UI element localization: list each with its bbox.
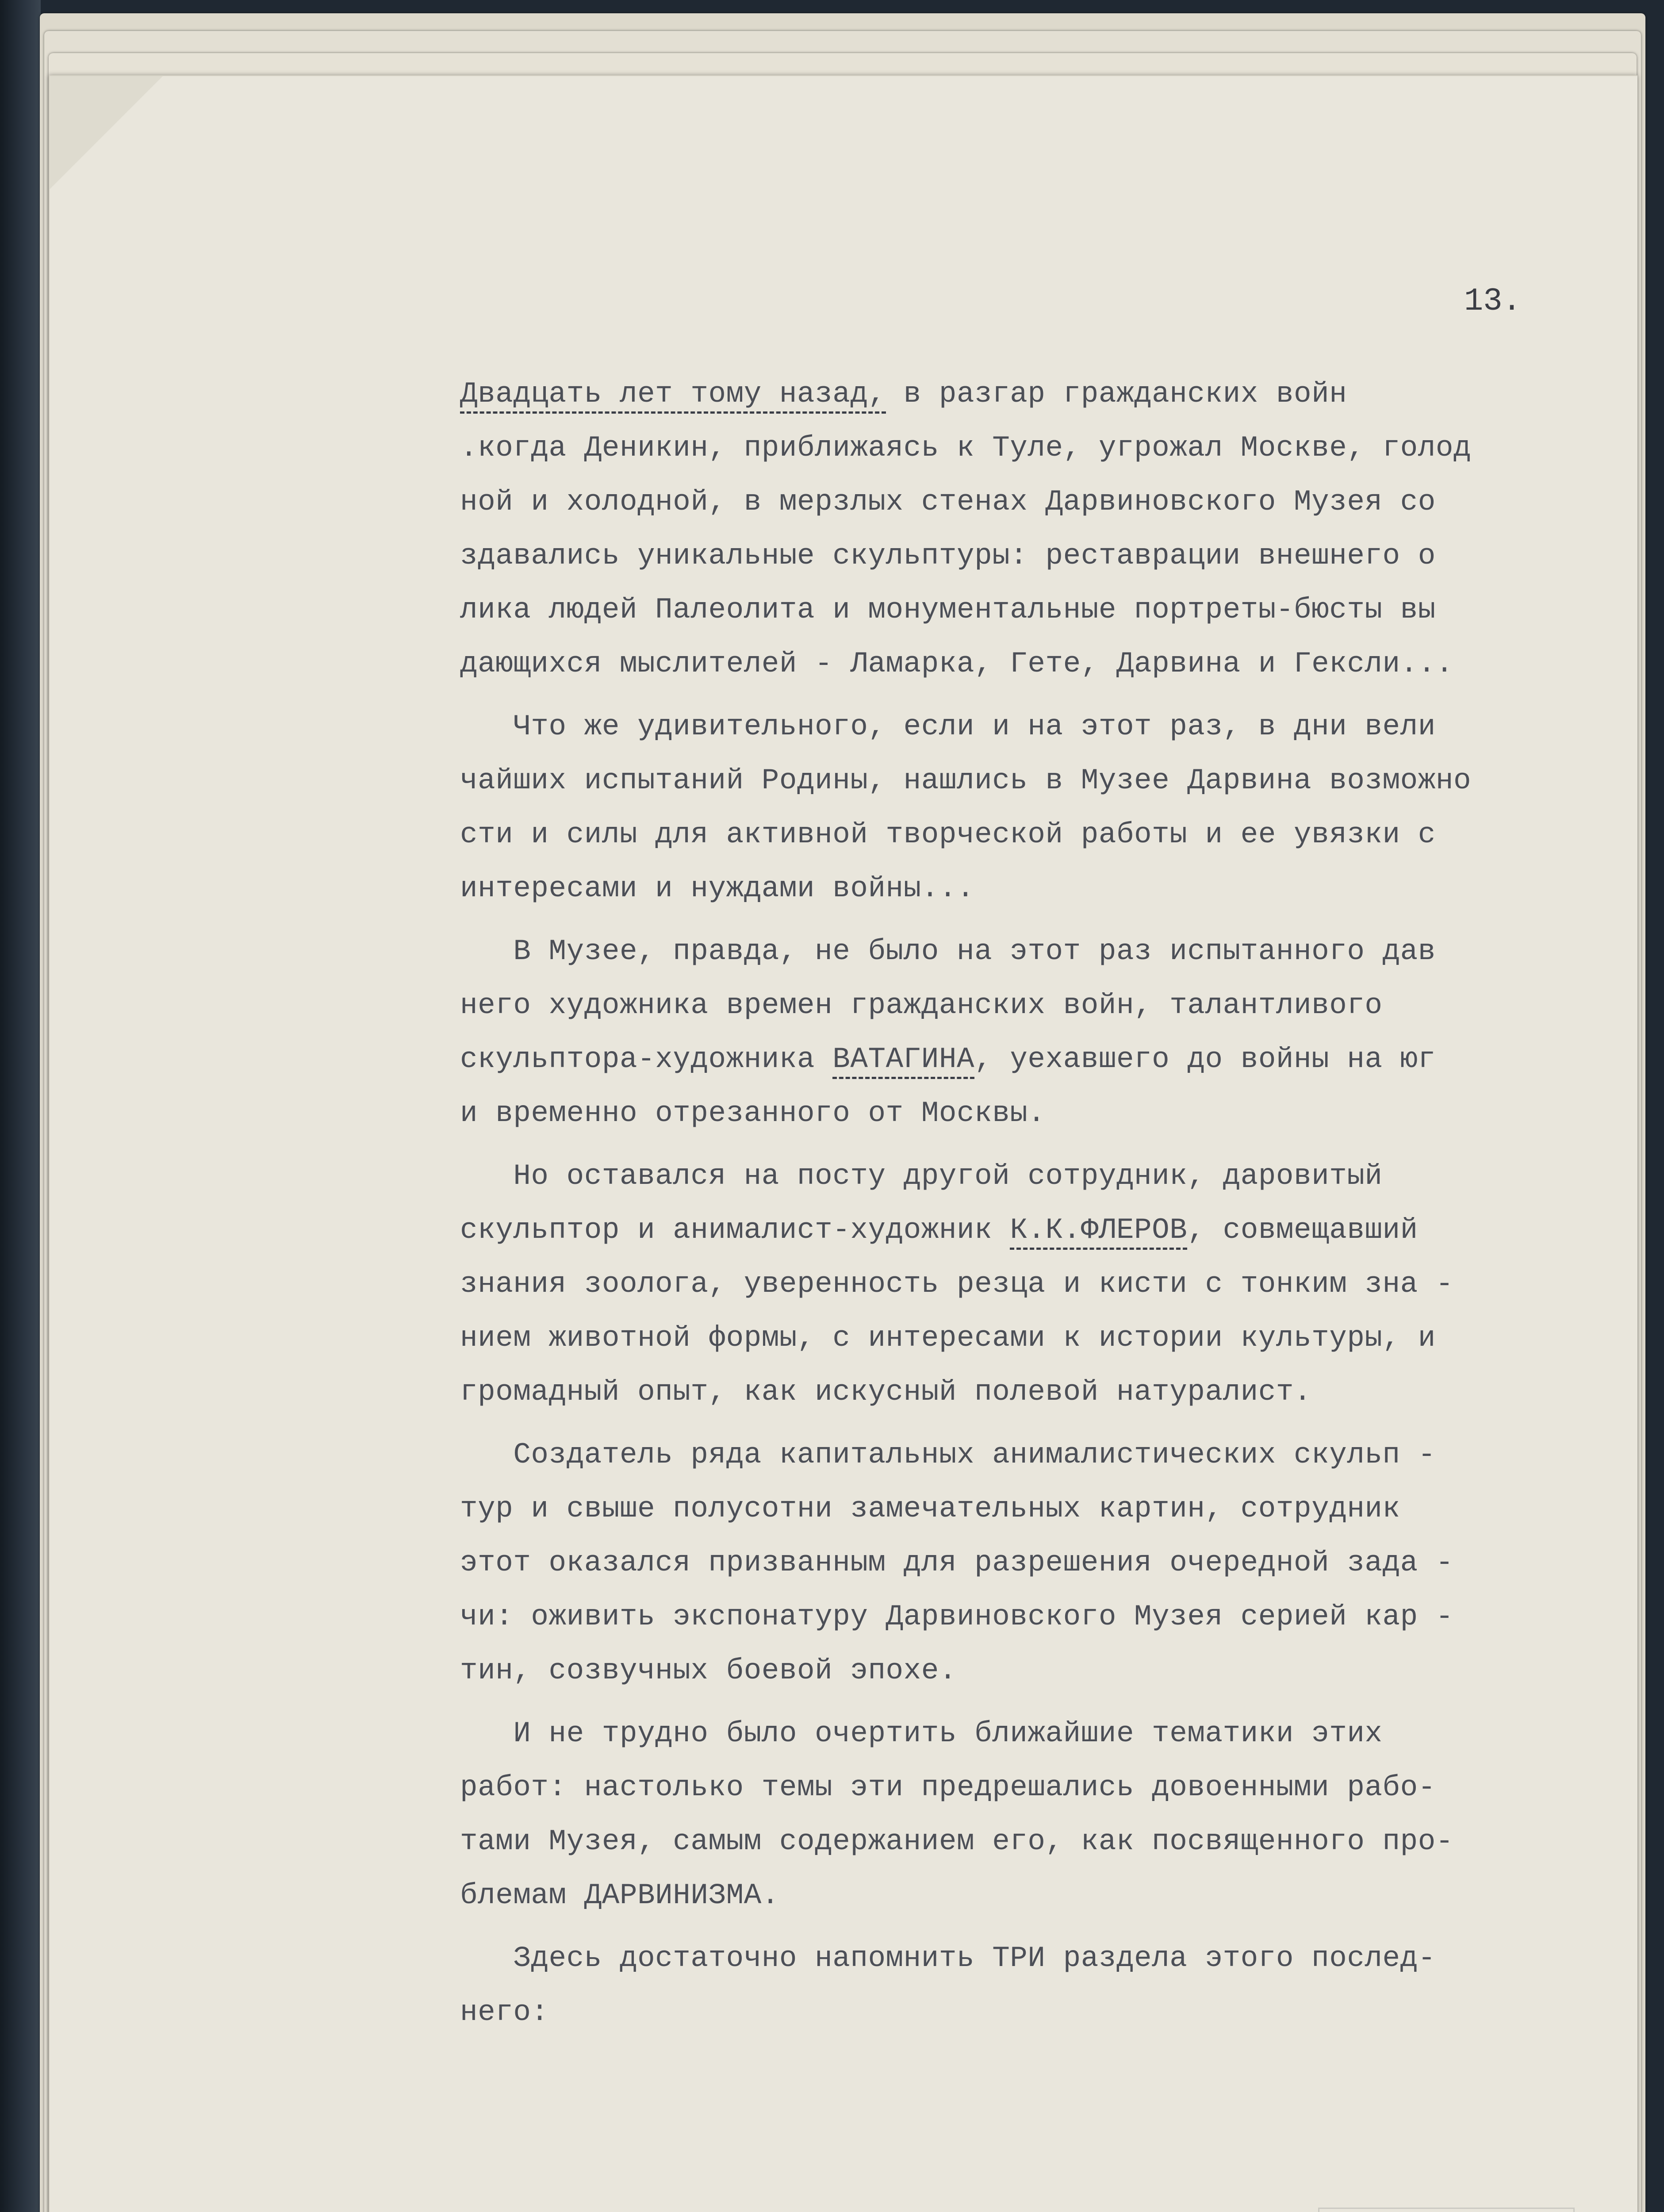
folder-binding <box>0 0 41 2212</box>
text-segment: И не трудно было очертить ближайшие тематики этих <box>460 1717 1383 1750</box>
paragraph <box>460 1428 1575 1698</box>
text-segment: здавались уникальные скульптуры: реставрации внешнего о <box>460 539 1436 572</box>
text-line <box>460 1869 1575 1923</box>
text-segment: Что же удивительного, если и на этот раз, в дни вели <box>460 710 1436 743</box>
text-segment: этот оказался призванным для разрешения очередной зада - <box>460 1546 1453 1579</box>
text-line <box>460 808 1575 862</box>
text-line <box>460 1761 1575 1815</box>
text-segment: , уехавшего до войны на юг <box>974 1043 1436 1076</box>
paragraph <box>460 925 1575 1141</box>
text-line <box>460 1815 1575 1869</box>
text-line <box>460 1482 1575 1536</box>
text-line <box>460 1536 1575 1590</box>
text-line <box>460 1203 1575 1257</box>
text-segment: и временно отрезанного от Москвы. <box>460 1097 1046 1130</box>
paragraph <box>460 1707 1575 1923</box>
text-line <box>460 637 1575 691</box>
body-text <box>460 367 1575 2048</box>
text-segment: тами Музея, самым содержанием его, как посвященного про- <box>460 1825 1453 1858</box>
text-segment: чи: оживить экспонатуру Дарвиновского Музея серией кар - <box>460 1600 1453 1633</box>
text-segment: В Музее, правда, не было на этот раз испытанного дав <box>460 935 1436 968</box>
text-segment: него: <box>460 1996 549 2029</box>
text-line <box>460 421 1575 475</box>
text-line <box>460 1428 1575 1482</box>
text-segment: интересами и нуждами войны... <box>460 872 975 905</box>
paragraph <box>460 700 1575 916</box>
text-segment: нием животной формы, с интересами к истории культуры, и <box>460 1321 1436 1355</box>
text-line <box>460 862 1575 916</box>
text-segment: чайших испытаний Родины, нашлись в Музее Дарвина возможно <box>460 764 1472 797</box>
paragraph <box>460 367 1575 691</box>
text-segment: ной и холодной, в мерзлых стенах Дарвиновского Музея со <box>460 485 1436 518</box>
text-segment: Но оставался на посту другой сотрудник, даровитый <box>460 1160 1383 1193</box>
text-line <box>460 1311 1575 1365</box>
underlined-phrase: ВАТАГИНА <box>832 1043 974 1079</box>
text-line <box>460 475 1575 529</box>
text-line <box>460 754 1575 808</box>
page-number: 13. <box>1464 283 1522 319</box>
text-line <box>460 1365 1575 1419</box>
text-line <box>460 1644 1575 1698</box>
text-segment: лика людей Палеолита и монументальные портреты-бюсты вы <box>460 593 1436 626</box>
text-segment: тин, созвучных боевой эпохе. <box>460 1654 957 1687</box>
underlined-phrase: К.К.ФЛЕРОВ <box>1010 1214 1187 1250</box>
text-line <box>460 583 1575 637</box>
paragraph-gap <box>460 2039 1575 2048</box>
text-segment: скульптора-художника <box>460 1043 833 1076</box>
underlined-phrase: Двадцать лет тому назад, <box>460 377 886 414</box>
archive-stamp <box>1318 2208 1575 2212</box>
text-line <box>460 1087 1575 1141</box>
text-segment: дающихся мыслителей - Ламарка, Гете, Дарвина и Гексли... <box>460 647 1453 680</box>
text-line <box>460 925 1575 979</box>
text-segment: сти и силы для активной творческой работы и ее увязки с <box>460 818 1436 851</box>
text-segment: знания зоолога, уверенность резца и кисти с тонким зна - <box>460 1267 1453 1301</box>
paragraph-gap <box>460 691 1575 700</box>
text-line <box>460 367 1575 421</box>
paragraph-gap <box>460 916 1575 925</box>
text-segment: , совмещавший <box>1187 1214 1418 1247</box>
text-line <box>460 1590 1575 1644</box>
paragraph-gap <box>460 1698 1575 1707</box>
text-line <box>460 1985 1575 2039</box>
text-segment: скульптор и анималист-художник <box>460 1214 1010 1247</box>
text-segment: .когда Деникин, приближаясь к Туле, угрожал Москве, голод <box>460 431 1472 465</box>
paragraph <box>460 1149 1575 1419</box>
text-segment: в разгар гражданских войн <box>886 377 1347 411</box>
text-segment: Создатель ряда капитальных анималистических скульп - <box>460 1438 1436 1471</box>
text-line <box>460 529 1575 583</box>
paragraph-gap <box>460 1923 1575 1932</box>
folded-corner <box>49 75 164 190</box>
text-line <box>460 1707 1575 1761</box>
paragraph-gap <box>460 1141 1575 1149</box>
text-line <box>460 979 1575 1033</box>
text-line <box>460 1257 1575 1311</box>
text-segment: него художника времен гражданских войн, талантливого <box>460 989 1383 1022</box>
text-segment: работ: настолько темы эти предрешались довоенными рабо- <box>460 1771 1436 1804</box>
text-line <box>460 1932 1575 1985</box>
text-segment: блемам ДАРВИНИЗМА. <box>460 1879 779 1912</box>
text-line <box>460 1033 1575 1087</box>
text-line <box>460 1149 1575 1203</box>
paragraph <box>460 1932 1575 2039</box>
text-segment: тур и свыше полусотни замечательных картин, сотрудник <box>460 1492 1400 1525</box>
paragraph-gap <box>460 1419 1575 1428</box>
text-line <box>460 700 1575 754</box>
text-segment: Здесь достаточно напомнить ТРИ раздела этого послед- <box>460 1942 1436 1975</box>
text-segment: громадный опыт, как искусный полевой натуралист. <box>460 1375 1312 1409</box>
